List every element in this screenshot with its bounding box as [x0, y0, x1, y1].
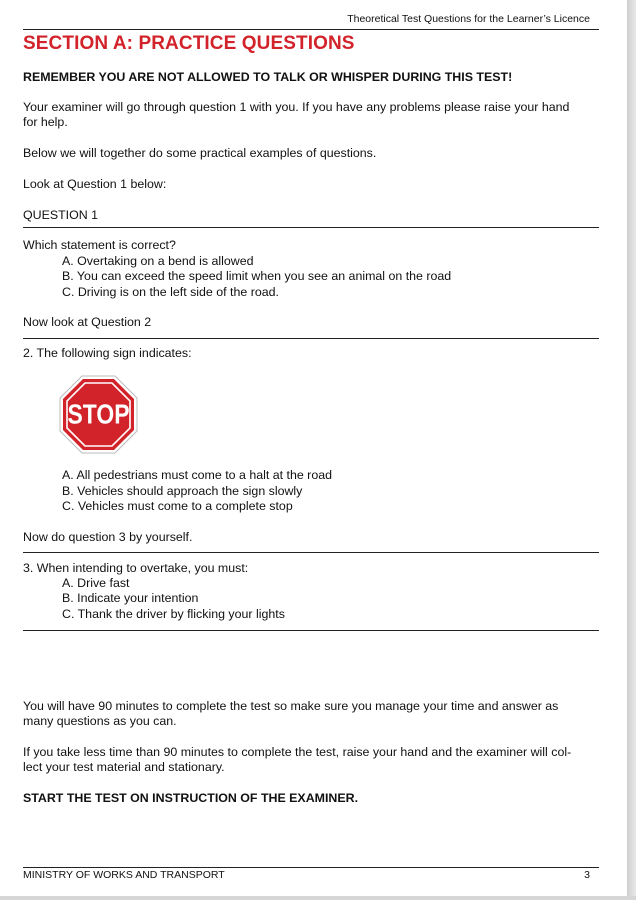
warning-text: REMEMBER YOU ARE NOT ALLOWED TO TALK OR WHISPER DURING THIS TEST!	[23, 70, 513, 84]
divider	[23, 338, 599, 339]
question-2-prompt: 2. The following sign indicates:	[23, 346, 192, 360]
question-3-option-a: A. Drive fast	[62, 576, 130, 590]
divider	[23, 630, 599, 631]
look-question-1: Look at Question 1 below:	[23, 177, 167, 191]
divider	[23, 227, 599, 228]
time-notice-line-1: You will have 90 minutes to complete the test so make sure you manage your time and answer as	[23, 699, 559, 713]
question-1-prompt: Which statement is correct?	[23, 238, 176, 252]
practice-intro: Below we will together do some practical examples of questions.	[23, 146, 377, 160]
intro-line-1: Your examiner will go through question 1 with you. If you have any problems please raise your hand	[23, 100, 570, 114]
question-3-option-c: C. Thank the driver by flicking your lights	[62, 607, 285, 621]
divider	[23, 552, 599, 553]
question-3-prompt: 3. When intending to overtake, you must:	[23, 561, 249, 575]
question-1-option-c: C. Driving is on the left side of the road.	[62, 285, 279, 299]
question-1-option-a: A. Overtaking on a bend is allowed	[62, 254, 254, 268]
question-3-lead: Now do question 3 by yourself.	[23, 530, 193, 544]
question-2-lead: Now look at Question 2	[23, 315, 152, 329]
intro-line-2: for help.	[23, 115, 68, 129]
start-instruction: START THE TEST ON INSTRUCTION OF THE EXAMINER.	[23, 791, 359, 805]
question-2-option-b: B. Vehicles should approach the sign slowly	[62, 484, 303, 498]
page-shadow	[0, 896, 636, 900]
footer-ministry: MINISTRY OF WORKS AND TRANSPORT	[23, 869, 225, 881]
question-2-option-c: C. Vehicles must come to a complete stop	[62, 499, 293, 513]
stop-sign-text: STOP	[67, 398, 130, 430]
stop-sign-icon	[59, 375, 138, 454]
early-finish-line-2: lect your test material and stationary.	[23, 760, 225, 774]
early-finish-line-1: If you take less time than 90 minutes to complete the test, raise your hand and the examiner will col-	[23, 745, 572, 759]
header-divider	[23, 29, 599, 30]
question-3-option-b: B. Indicate your intention	[62, 591, 199, 605]
question-1-option-b: B. You can exceed the speed limit when you see an animal on the road	[62, 269, 452, 283]
page-shadow	[627, 0, 636, 900]
time-notice-line-2: many questions as you can.	[23, 714, 177, 728]
running-header: Theoretical Test Questions for the Learner’s Licence	[347, 13, 590, 25]
question-1-heading: QUESTION 1	[23, 208, 99, 222]
question-2-option-a: A. All pedestrians must come to a halt at the road	[62, 468, 332, 482]
section-title: SECTION A: PRACTICE QUESTIONS	[23, 33, 355, 54]
footer-divider	[23, 867, 599, 868]
page-number: 3	[584, 869, 590, 881]
